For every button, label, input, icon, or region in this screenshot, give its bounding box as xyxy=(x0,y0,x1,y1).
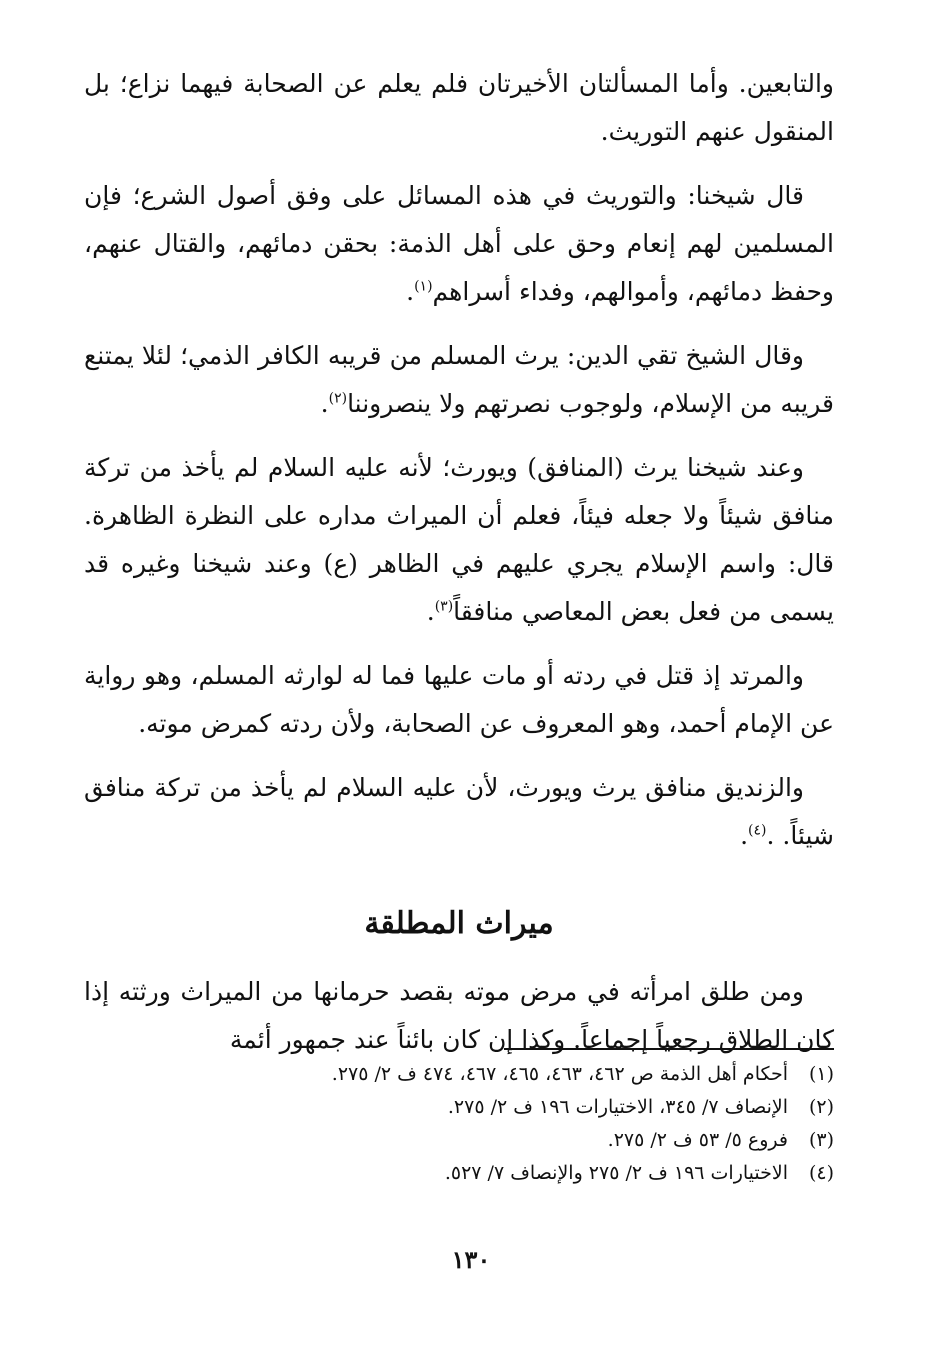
footnote-ref[interactable]: (٤) xyxy=(748,822,767,839)
footnote-text: أحكام أهل الذمة ص ٤٦٢، ٤٦٣، ٤٦٥، ٤٦٧، ٤٧٤ ف ٢/ ٢٧٥. xyxy=(331,1063,788,1085)
paragraph-text: والزنديق منافق يرث ويورث، لأن عليه السلام لم يأخذ من تركة منافق شيئاً. . xyxy=(84,773,834,850)
paragraph-text: ومن طلق امرأته في مرض موته بقصد حرمانها من الميراث ورثته إذا كان الطلاق رجعياً إجماعاً. وكذا إن كان بائناً عند جمهور أئمة xyxy=(84,977,834,1054)
footnote-ref[interactable]: (١) xyxy=(414,278,433,295)
paragraph-text: وعند شيخنا يرث (المنافق) ويورث؛ لأنه عليه السلام لم يأخذ من تركة منافق شيئاً ولا جعله فيئاً، فعلم أن الميراث مداره على النظرة الظاهرة. قال: واسم الإسلام يجري عليهم في الظاهر (ع) وعند شيخنا وغيره قد يسمى من فعل بعض المعاصي منافقاً xyxy=(84,453,834,626)
paragraph-text: والتابعين. وأما المسألتان الأخيرتان فلم يعلم عن الصحابة فيهما نزاع؛ بل المنقول عنهم التوريث. xyxy=(84,69,834,146)
footnote-number: (١) xyxy=(808,1063,834,1085)
footnote-text: فروع ٥/ ٥٣ ف ٢/ ٢٧٥. xyxy=(607,1129,788,1151)
footnote-ref[interactable]: (٢) xyxy=(328,390,348,407)
footnote-text: الإنصاف ٧/ ٣٤٥، الاختيارات ١٩٦ ف ٢/ ٢٧٥. xyxy=(447,1096,788,1118)
paragraph-text: قال شيخنا: والتوريث في هذه المسائل على وفق أصول الشرع؛ فإن المسلمين لهم إنعام وحق على أهل الذمة: بحقن دمائهم، والقتال عنهم، وحفظ دمائهم، وأموالهم، وفداء أسراهم xyxy=(84,181,834,306)
footnote xyxy=(84,1091,834,1124)
paragraph xyxy=(84,60,834,156)
paragraph: قال شيخنا: والتوريث في هذه المسائل على وفق أصول الشرع؛ فإن المسلمين لهم إنعام وحق على أهل الذمة: بحقن دمائهم، والقتال عنهم، وحفظ دمائهم، وأموالهم، وفداء أسراهم$^{(١)}$. xyxy=(84,181,834,306)
paragraph: وقال الشيخ تقي الدين: يرث المسلم من قريبه الكافر الذمي؛ لئلا يمتنع قريبه من الإسلام، ولوجوب نصرتهم ولا ينصروننا$^{(٢)}$. xyxy=(84,341,834,418)
footnote xyxy=(84,1058,834,1091)
main-text xyxy=(84,60,834,1080)
footnote-number: (٣) xyxy=(808,1129,834,1151)
footnote-number: (٤) xyxy=(808,1162,834,1184)
paragraph: وعند شيخنا يرث (المنافق) ويورث؛ لأنه عليه السلام لم يأخذ من تركة منافق شيئاً ولا جعله فيئاً، فعلم أن الميراث مداره على النظرة الظاهرة. قال: واسم الإسلام يجري عليهم في الظاهر (ع) وعند شيخنا وغيره قد يسمى من فعل بعض المعاصي منافقاً$^{(٣)}$. xyxy=(84,453,834,626)
paragraph: والزنديق منافق يرث ويورث، لأن عليه السلام لم يأخذ من تركة منافق شيئاً. .$^{(٤)}$. xyxy=(84,773,834,850)
paragraph-text: وقال الشيخ تقي الدين: يرث المسلم من قريبه الكافر الذمي؛ لئلا يمتنع قريبه من الإسلام، ولوجوب نصرتهم ولا ينصروننا xyxy=(84,341,834,418)
footnote-number: (٢) xyxy=(808,1096,834,1118)
page-number: ١٣٠ xyxy=(451,1245,491,1274)
section-heading: ميراث المطلقة xyxy=(364,906,554,941)
paragraph-text: والمرتد إذ قتل في ردته أو مات عليها فما له لوارثه المسلم، وهو رواية عن الإمام أحمد، وهو المعروف عن الصحابة، ولأن ردته كمرض موته. xyxy=(84,661,834,738)
footnote-ref[interactable]: (٣) xyxy=(434,598,454,615)
footnote-text: الاختيارات ١٩٦ ف ٢/ ٢٧٥ والإنصاف ٧/ ٥٢٧. xyxy=(444,1162,788,1184)
footnote xyxy=(84,1124,834,1157)
footnote-divider xyxy=(504,1048,834,1050)
footnote xyxy=(84,1157,834,1190)
footnotes xyxy=(84,1058,834,1190)
paragraph xyxy=(84,652,834,748)
